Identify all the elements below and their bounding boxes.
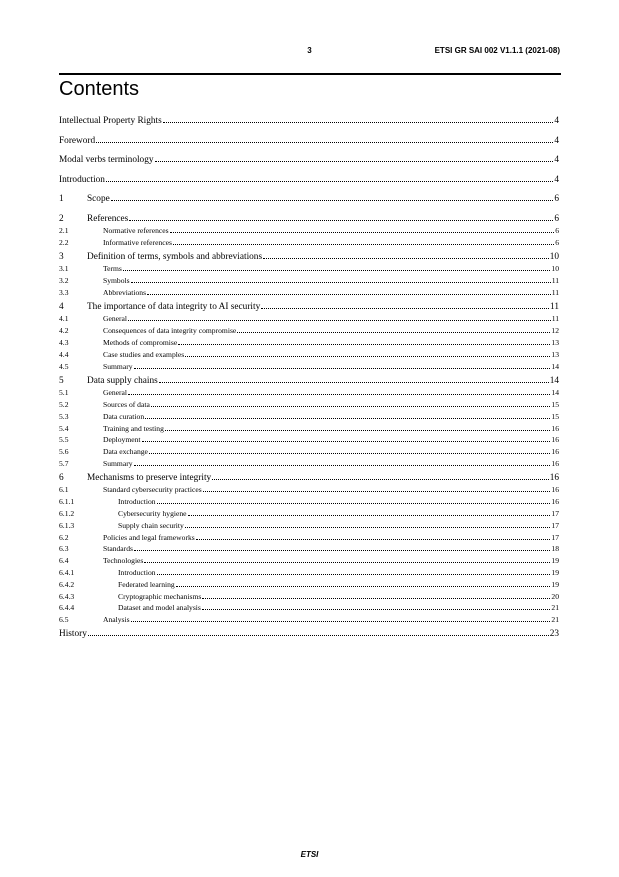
toc-dot-leader xyxy=(185,356,550,357)
toc-entry-number: 2.1 xyxy=(59,226,69,235)
toc-entry-number: 4.3 xyxy=(59,338,69,347)
toc-entry-title: Deployment xyxy=(103,435,141,445)
toc-entry-number: 6.1.1 xyxy=(59,497,75,507)
toc-entry-title: General xyxy=(103,314,128,324)
toc-entry-number: 6.1 xyxy=(59,485,69,495)
toc-entry-number: 4.1 xyxy=(59,314,69,324)
toc-entry[interactable] xyxy=(59,568,559,577)
toc-entry[interactable] xyxy=(59,238,559,247)
toc-entry-title: Scope xyxy=(87,194,110,204)
toc-entry-page: 16 xyxy=(551,497,559,507)
toc-entry[interactable] xyxy=(59,509,559,518)
toc-entry-number: 5.4 xyxy=(59,423,69,433)
toc-entry-page: 6 xyxy=(554,194,559,204)
toc-entry-number: 6 xyxy=(59,472,64,483)
toc-entry[interactable] xyxy=(59,214,559,224)
toc-entry-number: 5.3 xyxy=(59,411,69,421)
toc-entry[interactable] xyxy=(59,175,559,185)
toc-entry[interactable] xyxy=(59,521,559,530)
toc-entry-title: Summary xyxy=(103,361,133,371)
toc-entry-page: 20 xyxy=(551,591,559,601)
toc-dot-leader xyxy=(196,539,551,540)
toc-entry[interactable] xyxy=(59,435,559,444)
toc-entry-number: 6.1.2 xyxy=(59,509,75,518)
toc-dot-leader xyxy=(173,244,554,245)
toc-entry[interactable] xyxy=(59,264,559,273)
toc-entry-page: 19 xyxy=(551,556,559,566)
toc-dot-leader xyxy=(131,282,551,283)
toc-entry[interactable] xyxy=(59,116,559,126)
toc-entry-page: 10 xyxy=(549,251,559,262)
toc-entry[interactable] xyxy=(59,302,559,312)
toc-entry-title: Foreword xyxy=(59,135,96,146)
toc-entry-page: 19 xyxy=(551,579,559,589)
toc-entry-title: Cybersecurity hygiene xyxy=(118,509,187,518)
toc-entry-page: 17 xyxy=(551,520,559,530)
toc-entry-page: 21 xyxy=(551,615,559,625)
toc-entry[interactable] xyxy=(59,603,559,612)
toc-entry-title: Summary xyxy=(103,458,133,468)
toc-dot-leader xyxy=(176,586,551,587)
toc-entry-title: Technologies xyxy=(103,556,144,566)
toc-entry-page: 14 xyxy=(549,375,559,386)
toc-entry[interactable] xyxy=(59,314,559,323)
toc-entry-title: Standard cybersecurity practices xyxy=(103,485,202,495)
toc-entry[interactable] xyxy=(59,580,559,589)
toc-entry[interactable] xyxy=(59,350,559,359)
toc-entry-title: Intellectual Property Rights xyxy=(59,116,162,126)
toc-entry-page: 19 xyxy=(551,568,559,577)
toc-entry-number: 2.2 xyxy=(59,237,69,247)
toc-entry-number: 6.2 xyxy=(59,532,69,542)
toc-entry-page: 12 xyxy=(551,326,559,336)
toc-entry-page: 4 xyxy=(554,116,559,126)
footer-etsi: ETSI xyxy=(300,850,319,859)
toc-entry[interactable] xyxy=(59,629,559,639)
toc-entry-title: Consequences of data integrity compromise xyxy=(103,326,237,336)
toc-dot-leader xyxy=(131,621,551,622)
toc-dot-leader xyxy=(202,598,550,599)
toc-entry-page: 11 xyxy=(550,301,559,312)
toc-entry-page: 16 xyxy=(551,458,559,468)
toc-entry-number: 5.7 xyxy=(59,458,69,468)
toc-dot-leader xyxy=(178,344,550,345)
toc-entry-number: 5.5 xyxy=(59,435,69,445)
toc-entry-number: 5 xyxy=(59,375,64,386)
document-id: ETSI GR SAI 002 V1.1.1 (2021-08) xyxy=(434,46,560,55)
toc-dot-leader xyxy=(159,382,549,383)
toc-dot-leader xyxy=(261,308,549,309)
toc-entry-number: 3.2 xyxy=(59,276,69,286)
toc-entry-title: Abbreviations xyxy=(103,287,147,297)
toc-dot-leader xyxy=(202,609,551,610)
toc-entry-page: 14 xyxy=(551,388,559,398)
toc-dot-leader xyxy=(263,258,549,259)
toc-entry-title: Normative references xyxy=(103,226,169,235)
toc-entry-number: 6.4.3 xyxy=(59,591,75,601)
toc-entry[interactable] xyxy=(59,252,559,262)
toc-entry-title: Methods of compromise xyxy=(103,338,178,347)
toc-dot-leader xyxy=(212,479,549,480)
toc-entry-number: 4.5 xyxy=(59,361,69,371)
toc-entry-title: Introduction xyxy=(118,568,156,577)
toc-dot-leader xyxy=(129,220,553,221)
toc-entry[interactable] xyxy=(59,194,559,204)
toc-entry-number: 2 xyxy=(59,213,64,224)
toc-dot-leader xyxy=(134,465,551,466)
toc-entry-number: 6.4 xyxy=(59,556,69,566)
toc-entry[interactable] xyxy=(59,497,559,506)
toc-entry-number: 6.4.1 xyxy=(59,568,75,577)
toc-dot-leader xyxy=(128,320,551,321)
toc-entry[interactable] xyxy=(59,362,559,371)
toc-entry-title: Federated learning xyxy=(118,579,175,589)
toc-entry-title: Terms xyxy=(103,264,122,274)
toc-entry-page: 11 xyxy=(551,276,559,286)
toc-dot-leader xyxy=(88,635,549,636)
toc-entry-page: 17 xyxy=(551,509,559,518)
toc-entry[interactable] xyxy=(59,544,559,553)
toc-entry-title: Data supply chains xyxy=(87,375,158,386)
toc-entry[interactable] xyxy=(59,592,559,601)
toc-entry-number: 6.4.4 xyxy=(59,603,75,613)
toc-dot-leader xyxy=(111,200,554,201)
toc-entry-page: 16 xyxy=(549,472,559,483)
toc-entry-title: General xyxy=(103,388,128,398)
toc-entry-title: Cryptographic mechanisms xyxy=(118,591,202,601)
toc-entry-number: 5.1 xyxy=(59,388,69,398)
toc-entry-title: Dataset and model analysis xyxy=(118,603,201,613)
toc-entry-number: 3 xyxy=(59,251,64,262)
toc-entry-title: Symbols xyxy=(103,276,130,286)
toc-entry-title: References xyxy=(87,213,129,224)
toc-entry-page: 6 xyxy=(555,226,559,235)
toc-entry-title: Informative references xyxy=(103,237,172,247)
toc-entry-number: 4.2 xyxy=(59,326,69,336)
toc-entry[interactable] xyxy=(59,533,559,542)
toc-entry[interactable] xyxy=(59,412,559,421)
toc-dot-leader xyxy=(163,122,554,123)
toc-entry-title: Training and testing xyxy=(103,423,164,433)
toc-entry-number: 3.1 xyxy=(59,264,69,274)
toc-entry-title: Modal verbs terminology xyxy=(59,155,154,165)
toc-dot-leader xyxy=(188,515,551,516)
toc-entry-number: 3.3 xyxy=(59,287,69,297)
toc-entry-title: Supply chain security xyxy=(118,520,184,530)
toc-entry-page: 11 xyxy=(551,314,559,324)
toc-entry-title: Analysis xyxy=(103,615,130,625)
toc-dot-leader xyxy=(123,270,551,271)
toc-dot-leader xyxy=(145,418,550,419)
toc-dot-leader xyxy=(157,503,551,504)
toc-entry-title: Policies and legal frameworks xyxy=(103,532,195,542)
toc-dot-leader xyxy=(165,430,551,431)
toc-entry-title: Introduction xyxy=(59,174,105,185)
toc-entry-number: 6.5 xyxy=(59,615,69,625)
toc-entry[interactable] xyxy=(59,424,559,433)
toc-entry-title: Data curation xyxy=(103,411,145,421)
toc-entry-page: 16 xyxy=(551,423,559,433)
toc-entry[interactable] xyxy=(59,556,559,565)
toc-entry-number: 6.3 xyxy=(59,544,69,554)
header-rule xyxy=(59,73,561,75)
toc-entry-page: 10 xyxy=(551,264,559,274)
toc-entry-page: 18 xyxy=(551,544,559,554)
toc-entry[interactable] xyxy=(59,136,559,146)
toc-entry-page: 11 xyxy=(551,287,559,297)
toc-dot-leader xyxy=(134,550,550,551)
toc-entry-page: 13 xyxy=(551,338,559,347)
toc-dot-leader xyxy=(237,332,550,333)
toc-entry-page: 16 xyxy=(551,435,559,445)
toc-entry-title: Mechanisms to preserve integrity xyxy=(87,472,212,483)
toc-dot-leader xyxy=(144,562,550,563)
toc-entry-page: 14 xyxy=(551,361,559,371)
toc-entry-number: 6.1.3 xyxy=(59,520,75,530)
toc-entry[interactable] xyxy=(59,388,559,397)
toc-dot-leader xyxy=(155,161,554,162)
toc-entry-page: 6 xyxy=(554,213,559,224)
toc-entry[interactable] xyxy=(59,485,559,494)
contents-title: Contents xyxy=(59,78,140,100)
toc-dot-leader xyxy=(203,491,551,492)
toc-entry-page: 4 xyxy=(554,155,559,165)
toc-entry-page: 16 xyxy=(551,447,559,457)
toc-dot-leader xyxy=(170,232,555,233)
toc-entry-page: 15 xyxy=(551,411,559,421)
toc-dot-leader xyxy=(151,406,551,407)
toc-entry[interactable] xyxy=(59,276,559,285)
toc-entry-title: Case studies and examples xyxy=(103,349,185,359)
toc-dot-leader xyxy=(128,394,550,395)
toc-entry-number: 5.2 xyxy=(59,399,69,409)
toc-entry[interactable] xyxy=(59,155,559,165)
toc-entry-title: Sources of data xyxy=(103,399,150,409)
toc-entry-page: 15 xyxy=(551,399,559,409)
toc-entry-title: Introduction xyxy=(118,497,156,507)
toc-entry-page: 23 xyxy=(549,629,559,640)
toc-entry-title: History xyxy=(59,629,87,640)
toc-entry[interactable] xyxy=(59,400,559,409)
toc-entry[interactable] xyxy=(59,447,559,456)
toc-entry-title: Data exchange xyxy=(103,447,148,457)
toc-dot-leader xyxy=(185,527,551,528)
toc-dot-leader xyxy=(147,294,551,295)
toc-entry-page: 16 xyxy=(551,485,559,495)
toc-entry-number: 4.4 xyxy=(59,349,69,359)
toc-entry[interactable] xyxy=(59,376,559,386)
toc-entry-page: 6 xyxy=(555,237,559,247)
toc-entry-page: 17 xyxy=(551,532,559,542)
toc-entry-page: 4 xyxy=(554,174,559,185)
toc-entry[interactable] xyxy=(59,288,559,297)
toc-entry[interactable] xyxy=(59,326,559,335)
toc-entry[interactable] xyxy=(59,338,559,347)
toc-dot-leader xyxy=(106,181,553,182)
toc-entry[interactable] xyxy=(59,473,559,483)
toc-dot-leader xyxy=(134,368,551,369)
toc-entry-number: 1 xyxy=(59,194,64,204)
toc-dot-leader xyxy=(96,142,553,143)
toc-dot-leader xyxy=(149,453,551,454)
toc-entry-page: 21 xyxy=(551,603,559,613)
page-number: 3 xyxy=(307,46,312,55)
toc-entry-number: 4 xyxy=(59,301,64,312)
toc-entry[interactable] xyxy=(59,615,559,624)
toc-entry-number: 6.4.2 xyxy=(59,579,75,589)
toc-entry-title: Standards xyxy=(103,544,133,554)
toc-dot-leader xyxy=(157,574,551,575)
toc-entry-page: 13 xyxy=(551,349,559,359)
toc-dot-leader xyxy=(142,441,551,442)
toc-entry-title: Definition of terms, symbols and abbreviations xyxy=(87,251,263,262)
toc-entry-page: 4 xyxy=(554,135,559,146)
toc-entry-number: 5.6 xyxy=(59,447,69,457)
toc-entry[interactable] xyxy=(59,226,559,235)
toc-entry-title: The importance of data integrity to AI security xyxy=(87,301,261,312)
toc-entry[interactable] xyxy=(59,459,559,468)
